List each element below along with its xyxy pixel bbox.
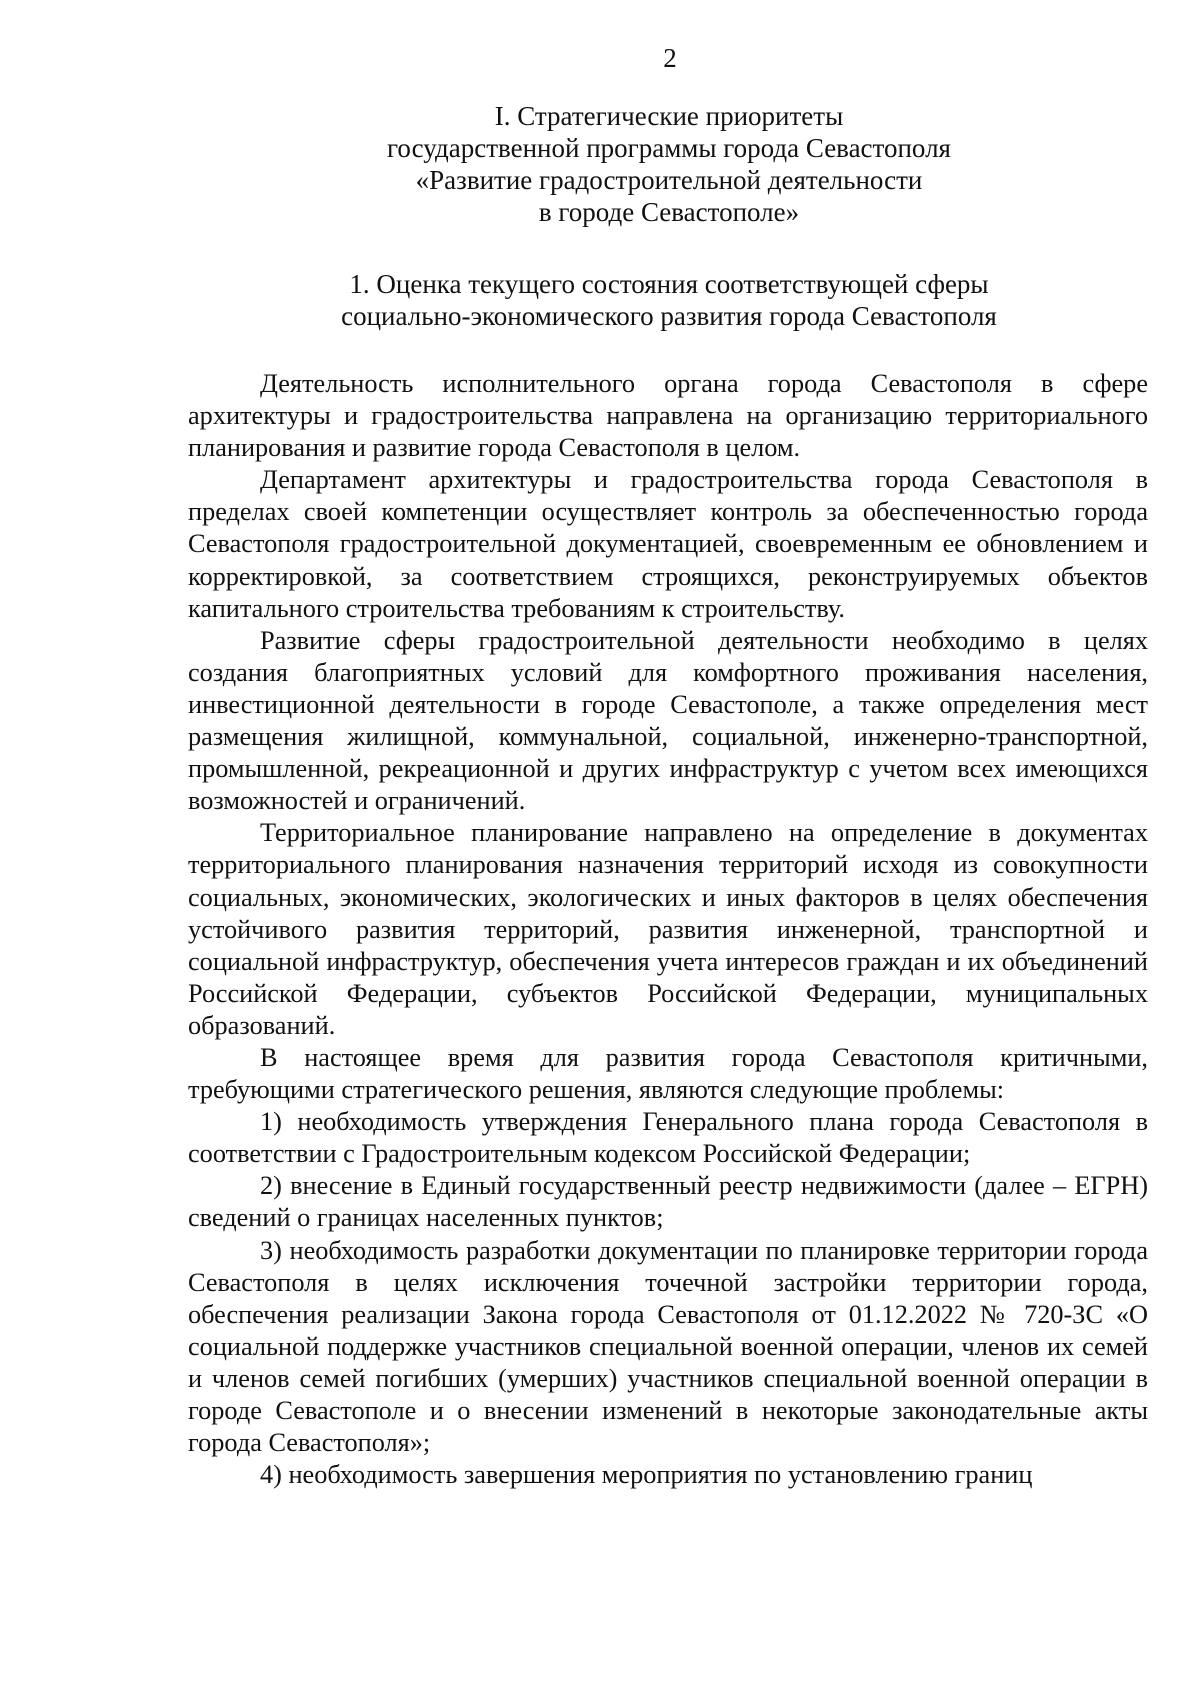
section-heading-line: в городе Севастополе»: [538, 197, 800, 227]
body-text: [188, 368, 1148, 1491]
paragraph: Департамент архитектуры и градостроительства города Севастополя в пределах своей компетенции осуществляет контроль за обеспеченностью города Севастополя градостроительной документацией, своевременным ее обновлением и корректировкой, за соответствием строящихся, реконструируемых объектов капитального строительства требованиям к строительству.: [188, 465, 1148, 623]
subsection-heading-line: 1. Оценка текущего состояния соответствующей сферы: [349, 269, 989, 299]
paragraph: Территориальное планирование направлено на определение в документах территориального планирования назначения территорий исходя из совокупности социальных, экономических, экологических и иных факторов в целях обеспечения устойчивого развития территорий, развития инженерной, транспортной и социальной инфраструктур, обеспечения учета интересов граждан и их объединений Российской Федерации, субъектов Российской Федерации, муниципальных образований.: [188, 818, 1148, 1040]
list-item-paragraph: 4) необходимость завершения мероприятия по установлению границ: [260, 1460, 1033, 1490]
section-heading: [186, 100, 1152, 228]
section-heading-line: «Развитие градостроительной деятельности: [415, 165, 923, 195]
page-number: 2: [663, 43, 677, 73]
list-item-paragraph: 2) внесение в Единый государственный реестр недвижимости (далее – ЕГРН) сведений о границах населенных пунктов;: [188, 1171, 1148, 1233]
list-item-paragraph: 1) необходимость утверждения Генерального плана города Севастополя в соответствии с Градостроительным кодексом Российской Федерации;: [188, 1107, 1148, 1169]
list-item-paragraph: 3) необходимость разработки документации по планировке территории города Севастополя в целях исключения точечной застройки территории города, обеспечения реализации Закона города Севастополя от 01.12.2022 № 720-ЗС «О социальной поддержке участников специальной военной операции, членов их семей и членов семей погибших (умерших) участников специальной военной операции в городе Севастополе и о внесении изменений в некоторые законодательные акты города Севастополя»;: [188, 1235, 1148, 1458]
subsection-heading-line: социально-экономического развития города Севастополя: [341, 301, 997, 331]
paragraph: Развитие сферы градостроительной деятельности необходимо в целях создания благоприятных условий для комфортного проживания населения, инвестиционной деятельности в городе Севастополе, а также определения мест размещения жилищной, коммунальной, социальной, инженерно-транспортной, промышленной, рекреационной и других инфраструктур с учетом всех имеющихся возможностей и ограничений.: [188, 625, 1148, 816]
section-heading-line: I. Стратегические приоритеты: [494, 101, 844, 131]
subsection-heading: [186, 268, 1152, 332]
section-heading-line: государственной программы города Севастополя: [387, 133, 951, 163]
paragraph: Деятельность исполнительного органа города Севастополя в сфере архитектуры и градостроительства направлена на организацию территориального планирования и развитие города Севастополя в целом.: [188, 369, 1148, 463]
paragraph: В настоящее время для развития города Севастополя критичными, требующими стратегического решения, являются следующие проблемы:: [188, 1042, 1148, 1105]
